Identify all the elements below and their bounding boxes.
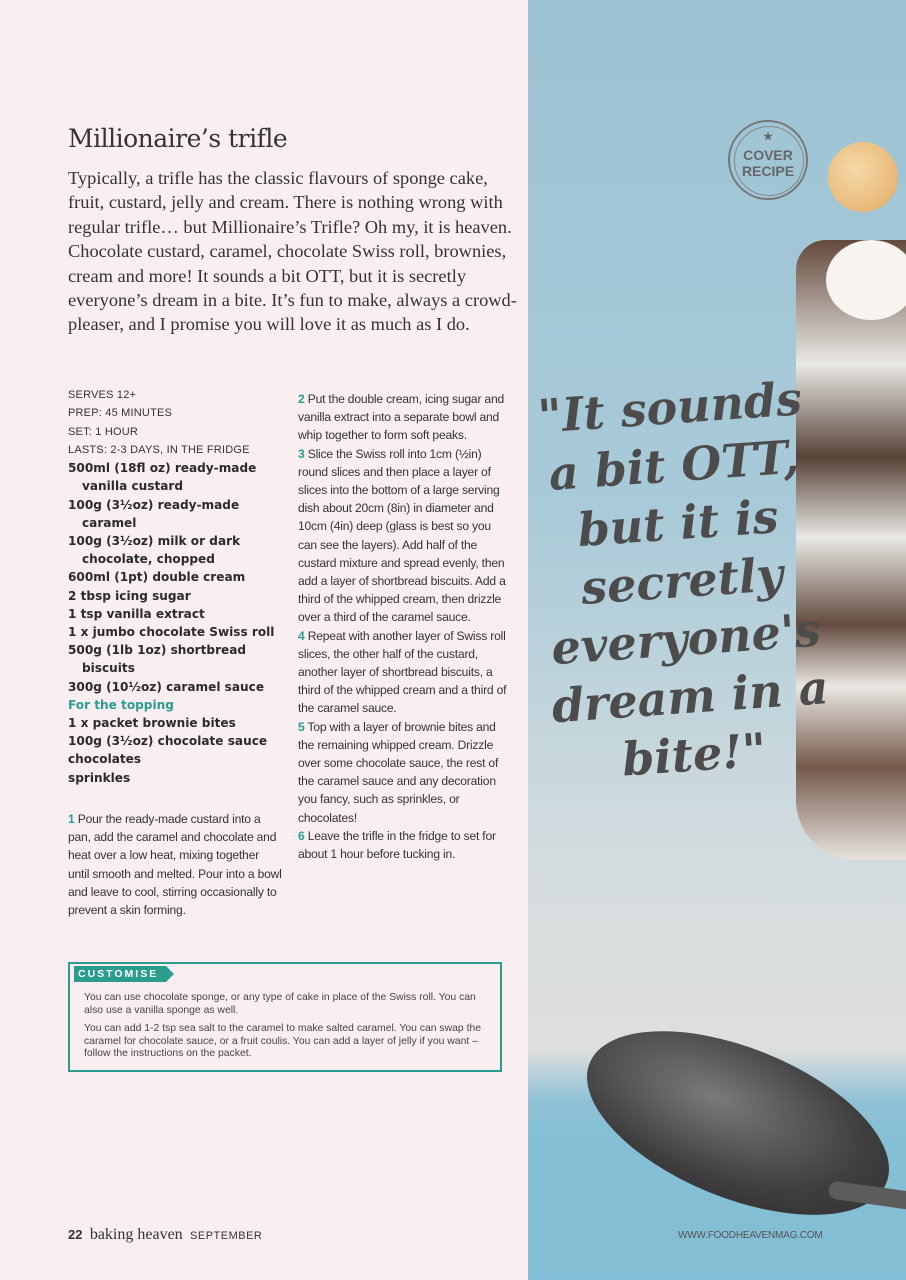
lasts: LASTS: 2-3 DAYS, IN THE FRIDGE xyxy=(68,443,250,456)
step-number: 2 xyxy=(298,392,305,406)
ingredient: 100g (3½oz) milk or dark chocolate, chopped xyxy=(68,534,241,567)
ingredients-column xyxy=(68,386,288,787)
step-text: Slice the Swiss roll into 1cm (½in) round slices and then place a layer of slices into the bottom of a large serving dish about 20cm (8in) in diameter and 10cm (4in) deep (glass is best so you can see the layers). Add half of the custard mixture and spread evenly, then add a layer of shortbread biscuits. Add a third of the whipped cream, then drizzle over a third of the caramel sauce. xyxy=(298,446,506,625)
method-step xyxy=(298,627,510,718)
set-time: SET: 1 HOUR xyxy=(68,425,139,438)
method-step xyxy=(68,810,283,919)
method-step xyxy=(298,445,510,627)
step-text: Leave the trifle in the fridge to set for about 1 hour before tucking in. xyxy=(298,828,496,862)
customise-box xyxy=(68,962,502,1072)
ingredient-list xyxy=(68,459,288,787)
magazine-name: baking heaven xyxy=(89,1226,183,1243)
topping-item: 1 x packet brownie bites xyxy=(68,716,236,731)
ingredient: 600ml (1pt) double cream xyxy=(68,570,246,585)
ingredient: 500g (1lb 1oz) shortbread biscuits xyxy=(68,643,247,676)
step-number: 1 xyxy=(68,812,75,826)
shortbread-biscuit xyxy=(828,142,898,212)
step-text: Put the double cream, icing sugar and vanilla extract into a separate bowl and whip together to form soft peaks. xyxy=(298,392,505,443)
badge-line-2: RECIPE xyxy=(741,163,795,179)
prep-time: PREP: 45 MINUTES xyxy=(68,407,173,420)
step-number: 6 xyxy=(298,828,305,843)
recipe-meta xyxy=(68,386,288,459)
badge-line-1: COVER xyxy=(743,147,793,163)
topping-item: chocolates xyxy=(68,752,142,767)
serves: SERVES 12+ xyxy=(68,389,137,401)
page-number: 22 xyxy=(68,1227,83,1242)
ingredient: 1 x jumbo chocolate Swiss roll xyxy=(68,625,275,640)
star-icon: ★ xyxy=(763,131,773,143)
website-url: WWW.FOODHEAVENMAG.COM xyxy=(678,1230,823,1241)
customise-label: CUSTOMISE xyxy=(74,966,166,982)
issue-month: SEPTEMBER xyxy=(190,1230,263,1242)
method-column xyxy=(298,390,510,863)
pull-quote: "It sounds a bit OTT, but it is secretly everyone's dream in a bite!" xyxy=(536,371,831,787)
cover-recipe-badge xyxy=(728,120,808,200)
step-number: 3 xyxy=(298,446,305,461)
customise-paragraph: You can use chocolate sponge, or any type of cake in place of the Swiss roll. You can also use a vanilla sponge as well. xyxy=(84,992,476,1016)
step-text: Repeat with another layer of Swiss roll slices, the other half of the custard, another layer of shortbread biscuits, a third of the whipped cream and a third of the caramel sauce. xyxy=(298,628,507,716)
topping-item: 100g (3½oz) chocolate sauce xyxy=(68,734,268,749)
article-intro: Typically, a trifle has the classic flavours of sponge cake, fruit, custard, jelly and cream. There is nothing wrong with regular trifle… but Millionaire’s Trifle? Oh my, it is heaven. Chocolate custard, caramel, chocolate Swiss roll, brownies, cream and more! It sounds a bit OTT, but it is secretly everyone’s dream in a bite. It’s fun to make, always a crowd-pleaser, and I promise you will love it as much as I do. xyxy=(68,168,517,335)
topping-heading: For the topping xyxy=(68,697,174,712)
page-footer xyxy=(68,1226,262,1244)
cream-topping xyxy=(826,240,906,320)
step-text: Top with a layer of brownie bites and the remaining whipped cream. Drizzle over some chocolate sauce, the rest of the caramel sauce and any decoration you fancy, such as sprinkles, or chocolates! xyxy=(298,719,499,825)
ingredient: 500ml (18fl oz) ready-made vanilla custard xyxy=(68,461,257,494)
customise-text xyxy=(84,992,492,1067)
article-title: Millionaire’s trifle xyxy=(68,124,288,153)
ingredient: 300g (10½oz) caramel sauce xyxy=(68,679,265,694)
method-step xyxy=(298,390,510,445)
ingredient: 2 tbsp icing sugar xyxy=(68,588,191,603)
step-number: 4 xyxy=(298,628,305,643)
topping-item: sprinkles xyxy=(68,770,131,785)
ingredient: 100g (3½oz) ready-made caramel xyxy=(68,497,240,530)
method-step xyxy=(298,718,510,827)
step-text: Pour the ready-made custard into a pan, add the caramel and chocolate and heat over a low heat, mixing together until smooth and melted. Pour into a bowl and leave to cool, stirring occasionally to prevent a skin forming. xyxy=(68,812,282,918)
ingredient: 1 tsp vanilla extract xyxy=(68,606,205,621)
step-number: 5 xyxy=(298,719,305,734)
method-step xyxy=(298,827,510,863)
customise-paragraph: You can add 1-2 tsp sea salt to the caramel to make salted caramel. You can swap the caramel for chocolate sauce, or a fruit coulis. You can add a layer of jelly if you want – follow the instructions on the packet. xyxy=(84,1023,482,1060)
